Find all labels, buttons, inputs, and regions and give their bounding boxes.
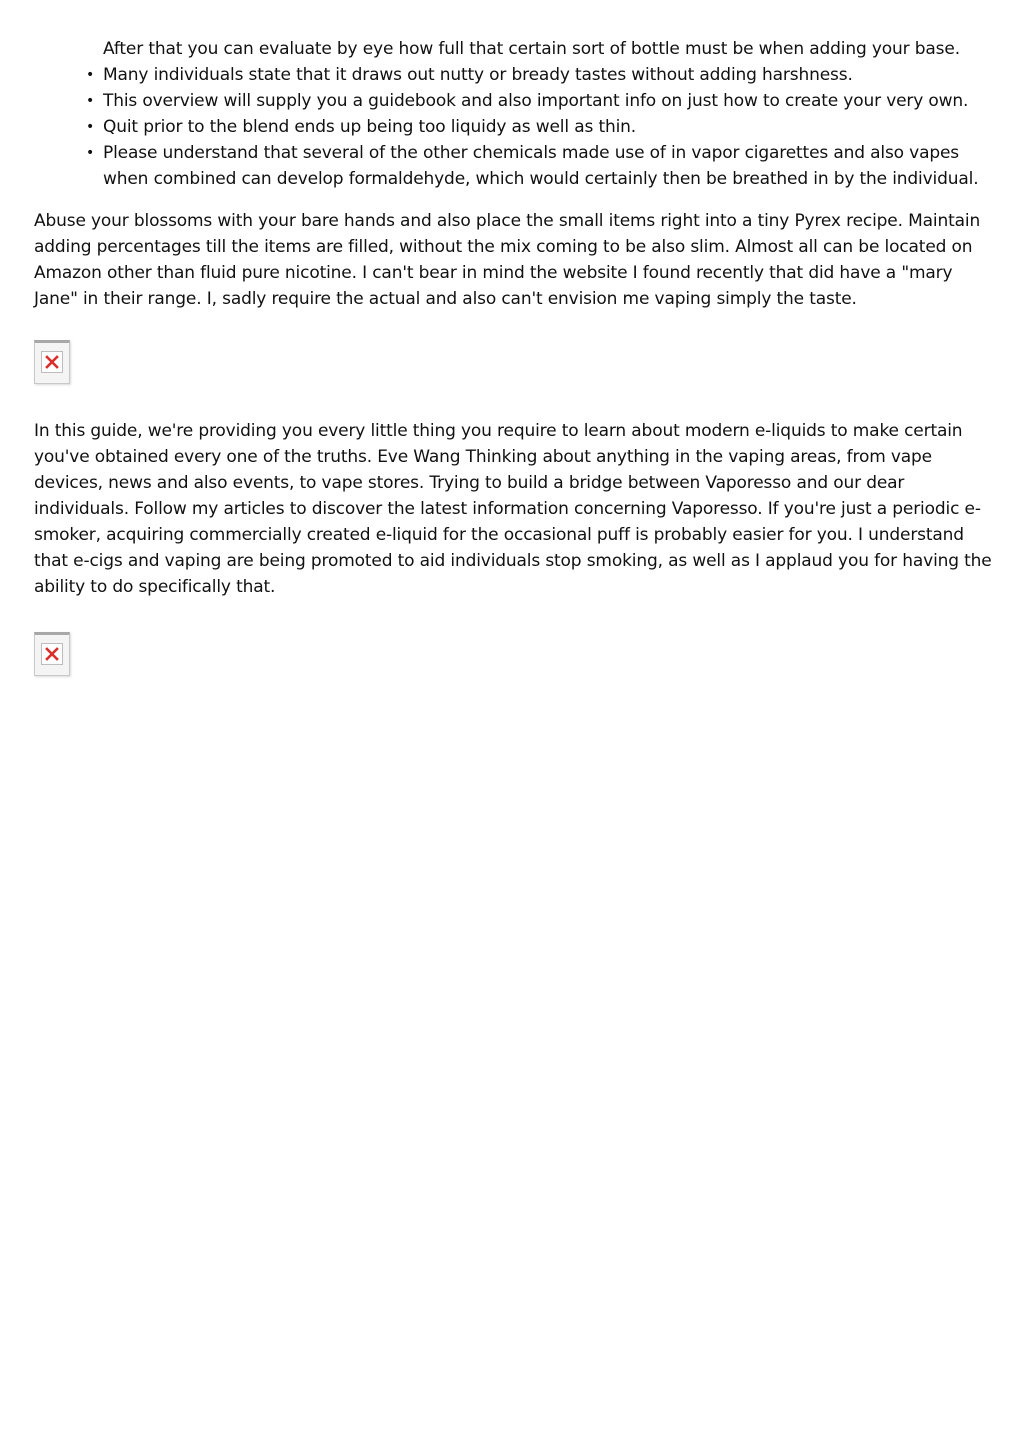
bullet-list xyxy=(34,36,992,192)
list-item-continuation: After that you can evaluate by eye how full that certain sort of bottle must be when adding your base. xyxy=(103,39,960,59)
paragraph: In this guide, we're providing you every little thing you require to learn about modern e-liquids to make certain you've obtained every one of the truths. Eve Wang Thinking about anything in the vaping areas, from vape devices, news and also events, to vape stores. Trying to build a bridge between Vaporesso and our dear individuals. Follow my articles to discover the latest information concerning Vaporesso. If you're just a periodic e-smoker, acquiring commercially created e-liquid for the occasional puff is probably easier for you. I understand that e-cigs and vaping are being promoted to aid individuals stop smoking, as well as I applaud you for having the ability to do specifically that. xyxy=(34,421,992,597)
list-item: • Quit prior to the blend ends up being too liquidy as well as thin. xyxy=(103,114,992,140)
broken-image-icon xyxy=(34,340,70,384)
list-item: • This overview will supply you a guidebook and also important info on just how to create your very own. xyxy=(103,88,992,114)
broken-image-icon xyxy=(34,632,70,676)
list-item: • Please understand that several of the other chemicals made use of in vapor cigarettes and also vapes when combined can develop formaldehyde, which would certainly then be breathed in by the individual. xyxy=(103,140,992,192)
paragraph: Abuse your blossoms with your bare hands and also place the small items right into a tiny Pyrex recipe. Maintain adding percentages till the items are filled, without the mix coming to be also slim. Almost all can be located on Amazon other than fluid pure nicotine. I can't bear in mind the website I found recently that did have a "mary Jane" in their range. I, sadly require the actual and also can't envision me vaping simply the taste. xyxy=(34,211,981,309)
close-icon xyxy=(45,647,59,661)
close-icon xyxy=(45,355,59,369)
list-item: • Many individuals state that it draws out nutty or bready tastes without adding harshness. xyxy=(103,62,992,88)
document-page xyxy=(34,36,992,676)
